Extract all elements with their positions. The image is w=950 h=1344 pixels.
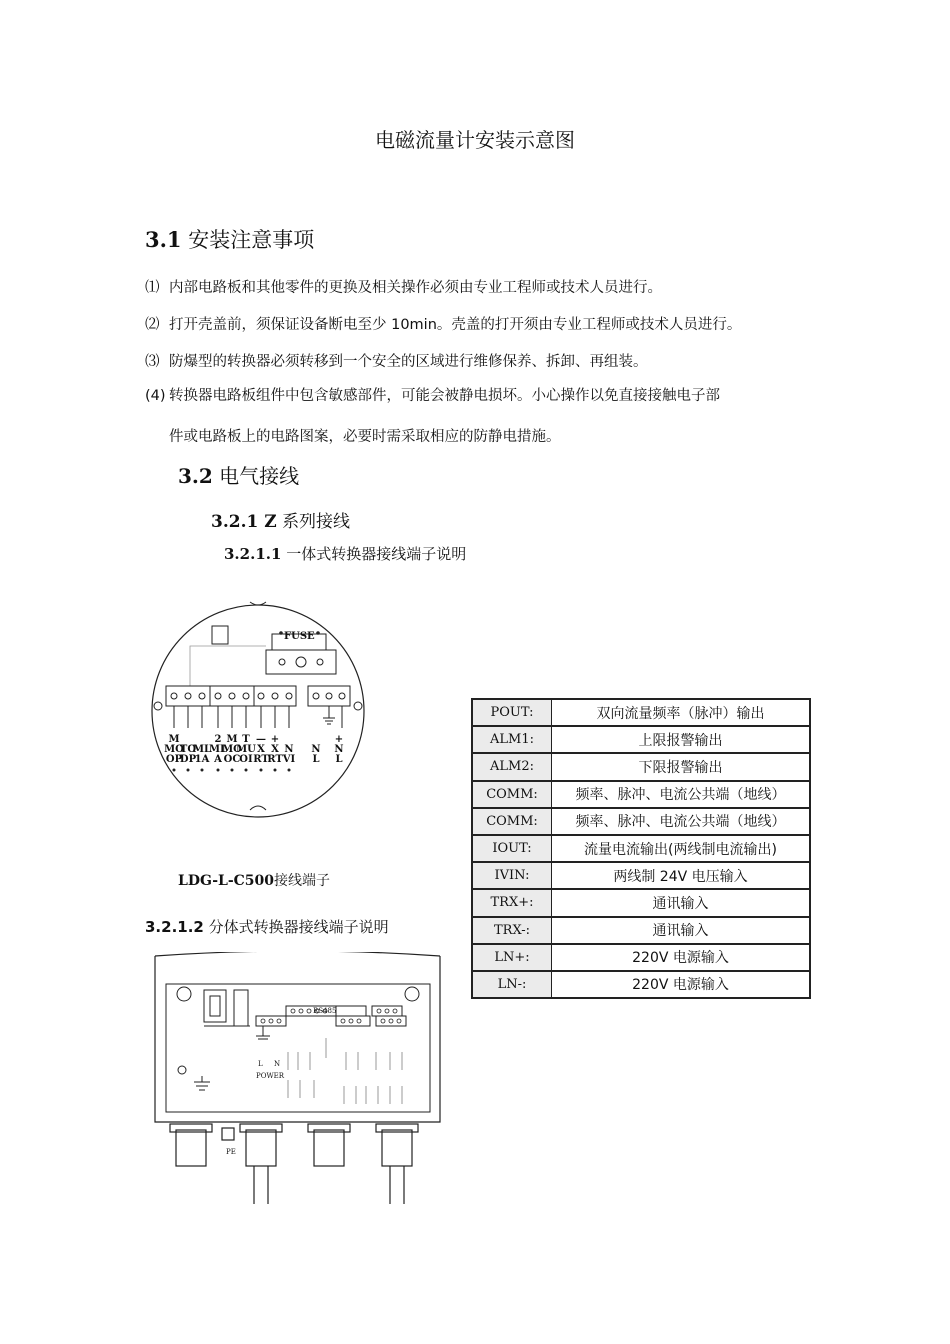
table-row [472, 971, 810, 998]
terminal-label-bot: RT [253, 754, 269, 765]
terminal-label-top: M [168, 734, 180, 745]
section-3-2-heading [178, 460, 299, 489]
terminal-label-mid: ML [192, 744, 212, 755]
pe-label: PE [226, 1148, 236, 1156]
section-number: 3.2.1 Z [211, 512, 277, 532]
integrated-terminal-diagram [150, 596, 375, 831]
terminal-code: COMM: [472, 781, 552, 808]
note-1 [145, 276, 662, 297]
terminal-code: ALM1: [472, 726, 552, 753]
section-3-1-heading [145, 224, 314, 254]
table-row [472, 944, 810, 971]
terminal-label-bot: A [214, 754, 222, 765]
terminal-description: 双向流量频率（脉冲）输出 [552, 699, 811, 726]
terminal-description: 通讯输入 [552, 889, 811, 916]
section-number: 3.2 [178, 464, 213, 488]
l-label: L [258, 1060, 263, 1068]
terminal-label-bot: 1A [194, 754, 210, 765]
section-3-2-1-heading [211, 507, 350, 532]
terminal-label-bot: OP [165, 754, 183, 765]
terminal-label-top: M [226, 734, 238, 745]
terminal-label-bot: DP [179, 754, 197, 765]
terminal-label-top: T [242, 734, 250, 745]
section-title: 电气接线 [219, 464, 300, 488]
section-title: 系列接线 [282, 512, 351, 532]
terminal-description-table [471, 698, 811, 999]
note-text: 内部电路板和其他零件的更换及相关操作必须由专业工程师或技术人员进行。 [169, 280, 662, 296]
terminal-label-bot: RT [267, 754, 283, 765]
note-4 [145, 384, 720, 405]
section-3-2-1-2-heading [145, 916, 389, 937]
terminal-label-bot: OI [239, 754, 253, 765]
note-3 [145, 350, 648, 371]
section-3-2-1-1-heading [224, 543, 466, 564]
terminal-code: TRX-: [472, 917, 552, 944]
terminal-code: ALM2: [472, 753, 552, 780]
terminal-label-bot: OC [223, 754, 241, 765]
terminal-label-mid: TO [179, 744, 197, 755]
table-row [472, 862, 810, 889]
table-row [472, 726, 810, 753]
table-row [472, 699, 810, 726]
terminal-label-top: + [270, 734, 280, 745]
table-row [472, 753, 810, 780]
terminal-description: 220V 电源输入 [552, 971, 811, 998]
terminal-description: 下限报警输出 [552, 753, 811, 780]
diagram1-caption [178, 870, 330, 890]
caption-text: 接线端子 [274, 873, 331, 889]
terminal-code: LN+: [472, 944, 552, 971]
note-text: 转换器电路板组件中包含敏感部件，可能会被静电损坏。小心操作以免直接接触电子部 [169, 388, 720, 404]
terminal-description: 流量电流输出(两线制电流输出) [552, 835, 811, 862]
section-number: 3.2.1.2 [145, 918, 204, 936]
section-title: 安装注意事项 [188, 228, 315, 252]
power-label-top: + [334, 734, 344, 745]
terminal-description: 通讯输入 [552, 917, 811, 944]
terminal-label-mid: MU [236, 744, 256, 755]
power-label: POWER [256, 1072, 285, 1080]
section-title: 分体式转换器接线端子说明 [208, 918, 389, 936]
rs485-label: RS485 [313, 1007, 337, 1015]
terminal-description: 频率、脉冲、电流公共端（地线） [552, 781, 811, 808]
terminal-code: LN-: [472, 971, 552, 998]
terminal-description: 两线制 24V 电压输入 [552, 862, 811, 889]
power-label-bot: L [335, 754, 343, 765]
table-row [472, 889, 810, 916]
terminal-label-mid: MO [164, 744, 184, 755]
terminal-label-top: 2 [214, 734, 222, 745]
terminal-label-mid: X [271, 744, 279, 755]
section-number: 3.1 [145, 227, 182, 252]
table-row [472, 835, 810, 862]
note-number: ⑴ [145, 280, 160, 296]
power-label-bot: L [312, 754, 320, 765]
table-row [472, 781, 810, 808]
terminal-code: IVIN: [472, 862, 552, 889]
terminal-label-mid: X [257, 744, 265, 755]
note-2 [145, 313, 741, 334]
terminal-code: POUT: [472, 699, 552, 726]
split-terminal-diagram [150, 952, 450, 1206]
terminal-code: TRX+: [472, 889, 552, 916]
section-title: 一体式转换器接线端子说明 [286, 545, 467, 563]
terminal-label-mid: ML [208, 744, 228, 755]
table-row [472, 917, 810, 944]
n-label: N [274, 1060, 281, 1068]
note-number: ⑵ [145, 317, 160, 333]
model-number: LDG-L-C500 [178, 873, 275, 889]
terminal-label-top: — [256, 734, 266, 745]
terminal-code: IOUT: [472, 835, 552, 862]
section-number: 3.2.1.1 [224, 545, 282, 563]
terminal-description: 上限报警输出 [552, 726, 811, 753]
terminal-description: 频率、脉冲、电流公共端（地线） [552, 808, 811, 835]
terminal-label-bot: VI [282, 754, 296, 765]
terminal-label-mid: MO [222, 744, 242, 755]
page-title: 电磁流量计安装示意图 [375, 128, 575, 152]
note-text: 打开壳盖前，须保证设备断电至少 10min。壳盖的打开须由专业工程师或技术人员进行。 [169, 317, 742, 333]
power-label-mid: N [334, 744, 344, 755]
note-number: ⑶ [145, 354, 160, 370]
power-label-mid: N [311, 744, 321, 755]
note-4-continuation: 件或电路板上的电路图案，必要时需采取相应的防静电措施。 [169, 429, 561, 445]
fuse-label: FUSE [284, 631, 315, 642]
table-row [472, 808, 810, 835]
note-text: 防爆型的转换器必须转移到一个安全的区域进行维修保养、拆卸、再组装。 [169, 354, 648, 370]
note-number: (4) [145, 388, 166, 404]
terminal-code: COMM: [472, 808, 552, 835]
terminal-label-mid: N [284, 744, 294, 755]
terminal-description: 220V 电源输入 [552, 944, 811, 971]
